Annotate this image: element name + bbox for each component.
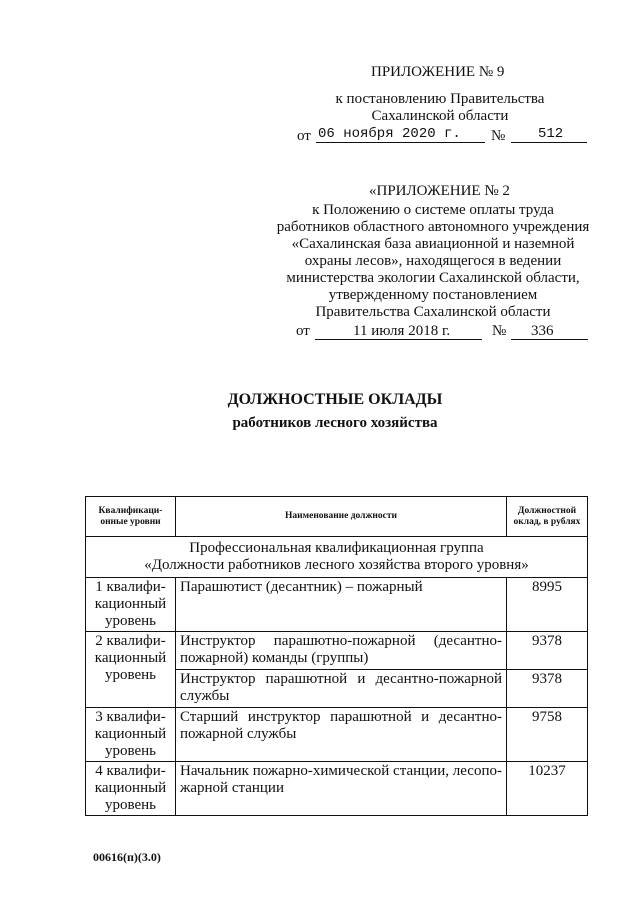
row-level: 2 квалифи-кационный уровень	[86, 632, 176, 708]
appendix2-line-4: охраны лесов», находящегося в ведении	[304, 253, 562, 269]
appendix2-line-6: утвержденному постановлением	[328, 287, 538, 303]
header-level: Квалификаци-онные уровни	[86, 497, 176, 537]
appendix-date: 06 ноября 2020 г.	[318, 126, 461, 142]
appendix2-line-5: министерства экологии Сахалинской области,	[286, 270, 580, 286]
appendix-number-label: №	[491, 128, 506, 144]
row-position: Инструктор парашютной и десантно-пожарной службы	[176, 670, 507, 708]
row-salary: 9378	[507, 670, 588, 708]
appendix2-date: 11 июля 2018 г.	[353, 323, 451, 339]
row-salary: 8995	[507, 578, 588, 632]
group-title-line-1: Профессиональная квалификационная группа	[189, 540, 484, 556]
appendix2-number-label: №	[492, 323, 507, 339]
group-title-line-2: «Должности работников лесного хозяйства второго уровня»	[144, 557, 529, 573]
appendix-number: 512	[538, 126, 564, 142]
document-code: 00616(п)(3.0)	[93, 850, 161, 864]
appendix-from-label: от	[297, 128, 311, 144]
table-header-row	[86, 497, 588, 537]
salary-table	[85, 496, 588, 816]
appendix2-date-underline	[315, 339, 482, 340]
row-level: 4 квалифи-кационный уровень	[86, 762, 176, 816]
table-row	[86, 762, 588, 816]
header-salary: Должностной оклад, в рублях	[507, 497, 588, 537]
document-subtitle: работников лесного хозяйства	[232, 415, 438, 431]
table-row	[86, 708, 588, 762]
row-level: 3 квалифи-кационный уровень	[86, 708, 176, 762]
appendix-line-2: Сахалинской области	[371, 108, 509, 124]
row-position: Начальник пожарно-химической станции, лесопо-жарной станции	[176, 762, 507, 816]
row-position: Инструктор парашютно-пожарной (десантно-пожарной) команды (группы)	[176, 632, 507, 670]
appendix2-line-3: «Сахалинская база авиационной и наземной	[291, 236, 575, 252]
appendix2-line-1: к Положению о системе оплаты труда	[312, 202, 554, 218]
row-level: 1 квалифи-кационный уровень	[86, 578, 176, 632]
row-position: Парашютист (десантник) – пожарный	[176, 578, 507, 632]
appendix2-from-label: от	[296, 323, 310, 339]
group-cell	[86, 537, 588, 578]
appendix-date-underline	[316, 142, 485, 143]
appendix2-title: «ПРИЛОЖЕНИЕ № 2	[369, 183, 510, 199]
document-title: ДОЛЖНОСТНЫЕ ОКЛАДЫ	[227, 391, 443, 408]
group-row	[86, 537, 588, 578]
row-position: Старший инструктор парашютной и десантно-пожарной службы	[176, 708, 507, 762]
row-salary: 9378	[507, 632, 588, 670]
row-salary: 10237	[507, 762, 588, 816]
header-position: Наименование должности	[176, 497, 507, 537]
appendix2-line-7: Правительства Сахалинской области	[315, 304, 551, 320]
table-row	[86, 632, 588, 670]
appendix2-line-2: работников областного автономного учреждения	[276, 219, 590, 235]
row-salary: 9758	[507, 708, 588, 762]
appendix-line-1: к постановлению Правительства	[335, 91, 545, 107]
appendix-number-underline	[511, 142, 587, 143]
appendix2-number-underline	[511, 339, 588, 340]
table-row	[86, 578, 588, 632]
appendix2-number: 336	[531, 323, 554, 339]
appendix-title: ПРИЛОЖЕНИЕ № 9	[371, 64, 505, 80]
